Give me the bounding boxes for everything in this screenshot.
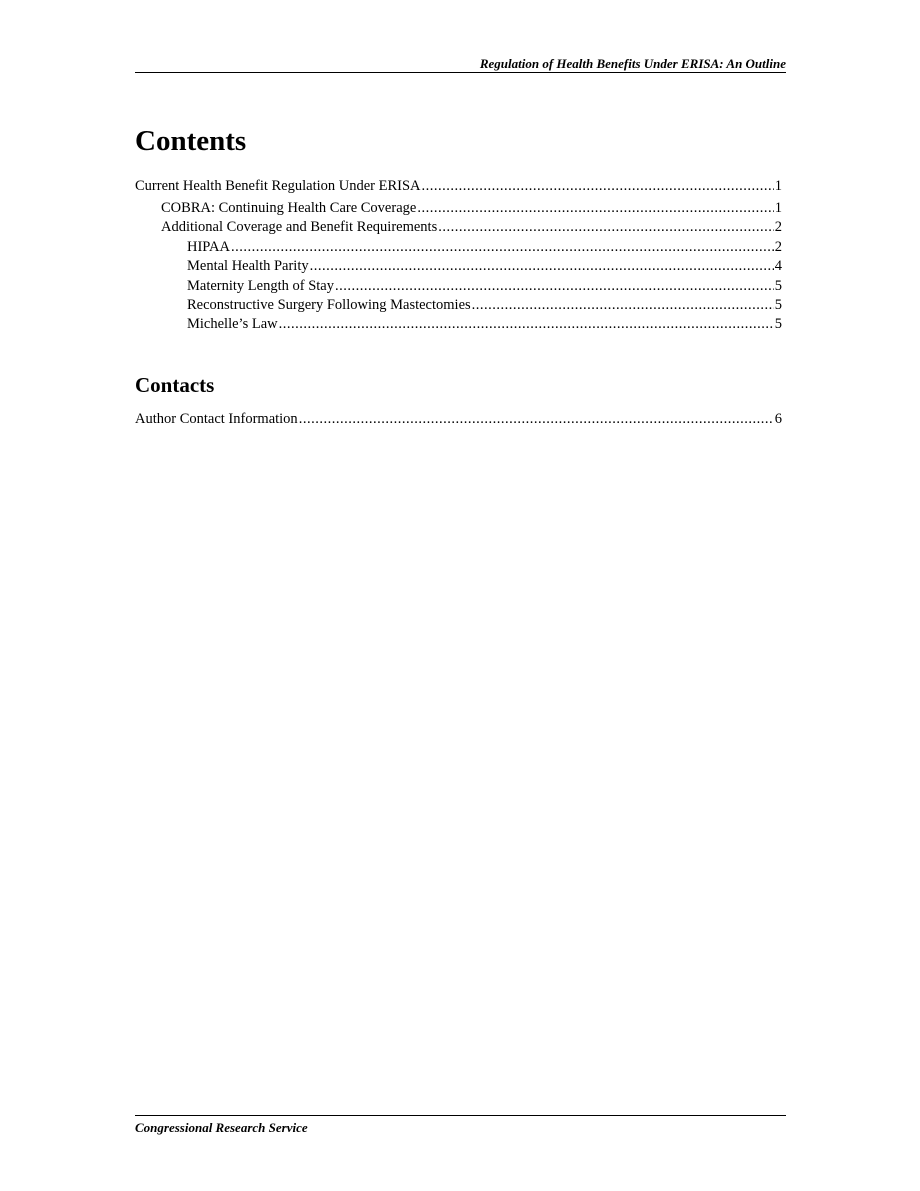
toc-entry-page: 5 — [774, 277, 782, 294]
dot-leader — [299, 410, 774, 429]
toc-entry-label: COBRA: Continuing Health Care Coverage — [161, 200, 417, 216]
toc-entry-label: Mental Health Parity — [187, 258, 309, 275]
dot-leader — [335, 277, 774, 296]
toc-entry-additional-coverage[interactable] — [135, 218, 782, 237]
running-footer: Congressional Research Service — [135, 1120, 308, 1135]
toc-entry-label: Reconstructive Surgery Following Mastectomies — [187, 296, 471, 313]
toc-entry-page: 5 — [774, 296, 782, 313]
dot-leader — [279, 315, 774, 334]
contents-list — [135, 177, 782, 335]
contacts-title: Contacts — [135, 373, 215, 397]
toc-entry-page: 6 — [774, 411, 782, 427]
toc-entry-page: 2 — [774, 219, 782, 236]
toc-entry-page: 4 — [774, 258, 782, 275]
dot-leader — [231, 238, 774, 257]
toc-entry-maternity-length-of-stay[interactable] — [135, 277, 782, 296]
contacts-list — [135, 410, 782, 429]
dot-leader — [438, 218, 774, 237]
toc-entry-reconstructive-surgery[interactable] — [135, 296, 782, 315]
toc-entry-michelles-law[interactable] — [135, 315, 782, 334]
toc-entry-label: Current Health Benefit Regulation Under ERISA — [135, 178, 421, 194]
toc-entry-current-health-benefit-regulation[interactable] — [135, 177, 782, 199]
toc-entry-author-contact-information[interactable] — [135, 410, 782, 429]
contents-title: Contents — [135, 125, 247, 157]
toc-entry-page: 5 — [774, 316, 782, 333]
toc-entry-label: Additional Coverage and Benefit Requirements — [161, 219, 438, 236]
dot-leader — [422, 177, 774, 196]
dot-leader — [417, 199, 773, 218]
toc-entry-cobra[interactable] — [135, 199, 782, 218]
header-rule — [135, 72, 786, 73]
running-header: Regulation of Health Benefits Under ERISA: An Outline — [479, 56, 786, 71]
toc-entry-label: HIPAA — [187, 238, 230, 255]
dot-leader — [472, 296, 774, 315]
toc-entry-label: Author Contact Information — [135, 411, 298, 427]
toc-entry-label: Maternity Length of Stay — [187, 277, 334, 294]
toc-entry-page: 2 — [774, 238, 782, 255]
toc-entry-label: Michelle’s Law — [187, 316, 278, 333]
toc-entry-page: 1 — [774, 200, 782, 216]
footer-rule — [135, 1115, 786, 1116]
toc-entry-mental-health-parity[interactable] — [135, 257, 782, 276]
dot-leader — [310, 257, 774, 276]
toc-entry-page: 1 — [774, 178, 782, 194]
toc-entry-hipaa[interactable] — [135, 238, 782, 257]
